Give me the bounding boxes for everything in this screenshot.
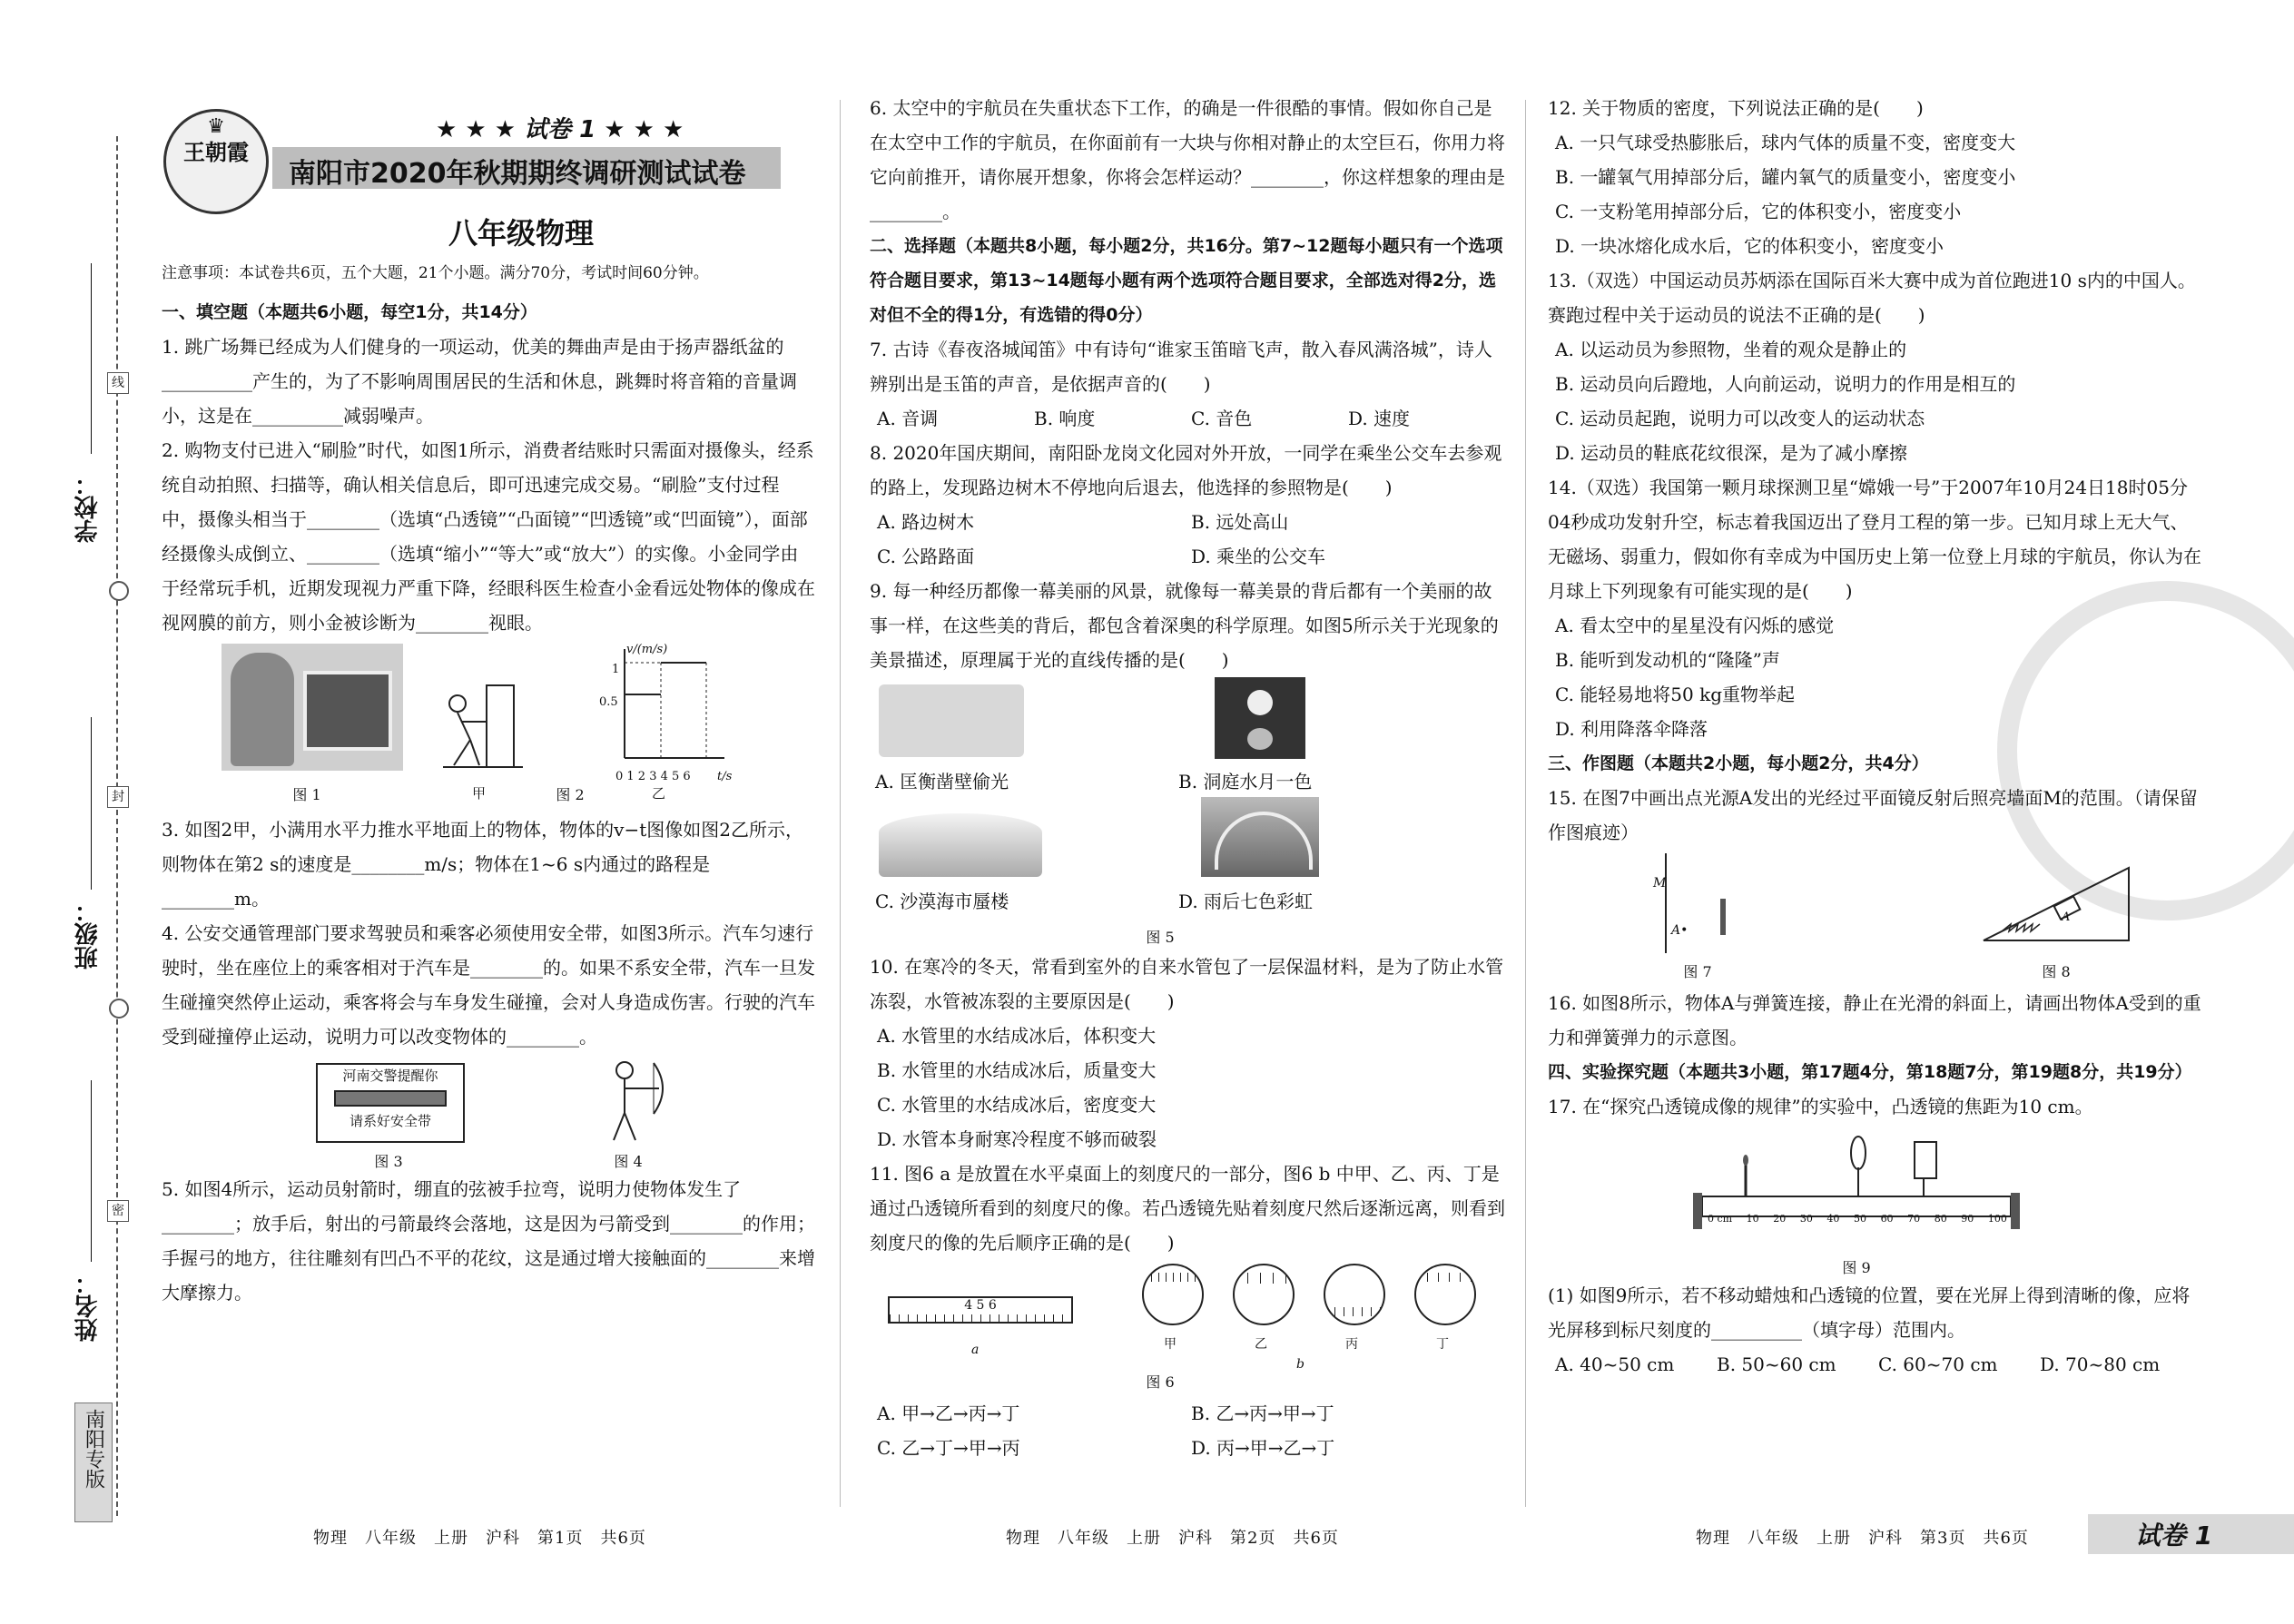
- footer-page-3: 物理 八年级 上册 沪科 第3页 共6页: [1696, 1529, 2029, 1548]
- figure-5-caption: 图 5: [1146, 929, 1175, 946]
- figure-8-caption: 图 8: [2042, 963, 2071, 980]
- class-underline: [91, 717, 92, 890]
- q7-option-c: C. 音色: [1191, 408, 1253, 429]
- figure-3-buckle: [334, 1090, 447, 1107]
- figure-1-screen: [303, 671, 392, 751]
- question-11: 11. 图6 a 是放置在水平桌面上的刻度尺的一部分，图6 b 中甲、乙、丙、丁是通过凸透镜所看到的刻度尺的像。若凸透镜先贴着刻度尺然后逐渐远离，则看到刻度尺的像的先后顺序正确的是( ): [870, 1163, 1505, 1254]
- column-2: [870, 91, 1505, 1465]
- footer-page-1: 物理 八年级 上册 沪科 第1页 共6页: [313, 1529, 646, 1548]
- question-12: 12. 关于物质的密度，下列说法正确的是( ): [1548, 97, 1924, 119]
- q10-option-b: B. 水管里的水结成冰后，质量变大: [877, 1059, 1157, 1081]
- figure-2-yi-label: 乙: [652, 785, 666, 802]
- q11-option-b: B. 乙→丙→甲→丁: [1191, 1403, 1334, 1424]
- figure-6b-label-yi: 乙: [1255, 1337, 1267, 1352]
- figure-5b-label: B. 洞庭水月一色: [1178, 771, 1313, 792]
- q17-option-d: D. 70~80 cm: [2040, 1353, 2161, 1375]
- binding-hole-1: [109, 581, 129, 601]
- figure-5d-image: [1201, 797, 1319, 877]
- section-1-heading: 一、填空题（本题共6小题，每空1分，共14分）: [162, 302, 537, 322]
- figure-5d-rainbow: [1215, 812, 1313, 870]
- column-divider-1: [840, 100, 841, 1507]
- column-3: [1548, 91, 2201, 1382]
- figure-8-A-label: A: [2062, 910, 2071, 924]
- figure-6b-lens-bing: [1324, 1264, 1385, 1325]
- figure-2-y05: 0.5: [599, 695, 618, 709]
- column-1: [162, 295, 815, 1310]
- q13-option-d: D. 运动员的鞋底花纹很深，是为了减小摩擦: [1555, 442, 1908, 464]
- question-10: 10. 在寒冷的冬天，常看到室外的自来水管包了一层保温材料，是为了防止水管冻裂，水管被冻裂的主要原因是( ): [870, 956, 1504, 1012]
- q17-option-c: C. 60~70 cm: [1878, 1353, 1998, 1375]
- question-5: 5. 如图4所示，运动员射箭时，绷直的弦被手拉弯，说明力使物体发生了________；放手后，射出的弓箭最终会落地，这是因为弓箭受到________的作用；手握弓的地方，往往雕刻有凹凸不平的花纹，这是通过增大接触面的________来增大摩擦力。: [162, 1178, 815, 1304]
- edition-box: [74, 1403, 113, 1522]
- figure-5: [870, 677, 1505, 950]
- figure-8-incline: [1974, 859, 2138, 950]
- q14-option-a: A. 看太空中的星星没有闪烁的感觉: [1555, 615, 1835, 636]
- figure-1-photo: [222, 644, 403, 771]
- q10-option-a: A. 水管里的水结成冰后，体积变大: [877, 1025, 1157, 1047]
- figure-5b-moon-reflection: [1247, 728, 1273, 750]
- binding-dashed-line: [116, 136, 118, 1516]
- q8-option-a: A. 路边树木: [877, 511, 975, 533]
- figure-7-M-label: M: [1653, 876, 1667, 891]
- question-17-part-1: (1) 如图9所示，若不移动蜡烛和凸透镜的位置，要在光屏上得到清晰的像，应将光屏移到标尺刻度的__________（填字母）范围内。: [1548, 1284, 2191, 1341]
- question-15: 15. 在图7中画出点光源A发出的光经过平面镜反射后照亮墙面M的范围。（请保留作图痕迹）: [1548, 787, 2198, 843]
- figure-6a-label: a: [971, 1343, 980, 1357]
- footer-page-2: 物理 八年级 上册 沪科 第2页 共6页: [1006, 1529, 1339, 1548]
- question-11-options-ab: [877, 1396, 1505, 1431]
- figure-2-xlabel: t/s: [717, 770, 733, 783]
- question-17-options: [1555, 1347, 2201, 1382]
- column-divider-2: [1525, 100, 1526, 1507]
- q13-option-c: C. 运动员起跑，说明力可以改变人的运动状态: [1555, 408, 1925, 429]
- figure-4-caption: 图 4: [614, 1153, 643, 1170]
- figure-3-bottom-text: 请系好安全带: [349, 1113, 431, 1129]
- q14-option-c: C. 能轻易地将50 kg重物举起: [1555, 684, 1796, 705]
- exam-notice: 注意事项：本试卷共6页，五个大题，21个小题。满分70分，考试时间60分钟。: [162, 264, 709, 282]
- question-3: 3. 如图2甲，小满用水平力推水平地面上的物体，物体的v−t图像如图2乙所示，则物体在第2 s的速度是________m/s；物体在1~6 s内通过的路程是________m。: [162, 819, 803, 910]
- figure-6-caption: 图 6: [1146, 1373, 1175, 1391]
- question-4: 4. 公安交通管理部门要求驾驶员和乘客必须使用安全带，如图3所示。汽车匀速行驶时，坐在座位上的乘客相对于汽车是________的。如果不系安全带，汽车一旦发生碰撞突然停止运动，乘客将会与车身发生碰撞，会对人身造成伤害。行驶的汽车受到碰撞停止运动，说明力可以改变物体的________。: [162, 922, 815, 1048]
- figure-2-y1: 1: [612, 663, 620, 676]
- q11-option-a: A. 甲→乙→丙→丁: [877, 1403, 1020, 1424]
- figures-1-2: [162, 640, 815, 812]
- figure-6a-numbers: 4 5 6: [926, 1298, 1035, 1313]
- figure-3-sign: [316, 1063, 465, 1143]
- question-7: 7. 古诗《春夜洛城闻笛》中有诗句“谁家玉笛暗飞声，散入春风满洛城”，诗人辨别出是玉笛的声音，是依据声音的( ): [870, 339, 1492, 395]
- figure-7-caption: 图 7: [1683, 963, 1712, 980]
- figure-6: [870, 1260, 1505, 1396]
- figure-6b-label-ding: 丁: [1436, 1337, 1449, 1352]
- question-8-options-cd: [877, 539, 1505, 574]
- q7-option-b: B. 响度: [1034, 408, 1096, 429]
- figure-5b-image: [1215, 677, 1305, 759]
- scale-90: 90: [1961, 1213, 1974, 1225]
- q12-option-c: C. 一支粉笔用掉部分后，它的体积变小，密度变小: [1555, 201, 1962, 222]
- logo-badge: [163, 109, 269, 214]
- figure-9: [1548, 1124, 2201, 1278]
- edition-text: 南阳专版: [82, 1409, 105, 1489]
- line-mark: 线: [107, 372, 129, 394]
- figure-6b-lens-yi: [1233, 1264, 1295, 1325]
- question-14: 14.（双选）我国第一颗月球探测卫星“嫦娥一号”于2007年10月24日18时05分04秒成功发射升空，标志着我国迈出了登月工程的第一步。已知月球上无大气、无磁场、弱重力，假如你有幸成为中国历史上第一位登上月球的宇航员，你认为在月球上下列现象有可能实现的是( ): [1548, 477, 2201, 602]
- figure-5d-label: D. 雨后七色彩虹: [1178, 891, 1314, 912]
- scale-40: 40: [1826, 1213, 1840, 1225]
- figure-9-scale: [1708, 1202, 2007, 1236]
- question-9: 9. 每一种经历都像一幕美丽的风景，就像每一幕美景的背后都有一个美丽的故事一样，在这些美的背后，都包含着深奥的科学原理。如图5所示关于光现象的美景描述，原理属于光的直线传播的是( ): [870, 580, 1499, 671]
- q10-option-c: C. 水管里的水结成冰后，密度变大: [877, 1094, 1157, 1116]
- figures-7-8: [1548, 850, 2201, 986]
- figure-2-ylabel: v/(m/s): [626, 643, 668, 656]
- scale-0: 0 cm: [1708, 1213, 1733, 1225]
- q17-option-b: B. 50~60 cm: [1717, 1353, 1836, 1375]
- question-8: 8. 2020年国庆期间，南阳卧龙岗文化园对外开放，一同学在乘坐公交车去参观的路上，发现路边树木不停地向后退去，他选择的参照物是( ): [870, 442, 1502, 498]
- figure-6b-lens-ding: [1414, 1264, 1476, 1325]
- figure-2-yi-graph: [606, 640, 733, 776]
- figure-1-caption: 图 1: [292, 786, 321, 803]
- q8-option-b: B. 远处高山: [1191, 511, 1289, 533]
- q12-option-a: A. 一只气球受热膨胀后，球内气体的质量不变，密度变大: [1555, 132, 2016, 153]
- section-3-heading: 三、作图题（本题共2小题，每小题2分，共4分）: [1548, 753, 1929, 773]
- question-6: 6. 太空中的宇航员在失重状态下工作，的确是一件很酷的事情。假如你自己是在太空中工作的宇航员，在你面前有一大块与你相对静止的太空巨石，你用力将它向前推开，请你展开想象，你将会怎样运动？________，你这样想象的理由是________。: [870, 97, 1505, 222]
- figure-4-archer: [588, 1054, 670, 1145]
- q12-option-d: D. 一块冰熔化成水后，它的体积变小，密度变小: [1555, 235, 1944, 257]
- q7-option-a: A. 音调: [877, 408, 939, 429]
- q8-option-d: D. 乘坐的公交车: [1191, 546, 1326, 567]
- school-label: 学校：: [74, 472, 102, 543]
- close-mark: 密: [107, 1200, 129, 1222]
- question-11-options-cd: [877, 1431, 1505, 1465]
- figure-6b-label-bing: 丙: [1345, 1337, 1358, 1352]
- question-16: 16. 如图8所示，物体A与弹簧连接，静止在光滑的斜面上，请画出物体A受到的重力和弹簧弹力的示意图。: [1548, 992, 2201, 1048]
- binding-hole-2: [109, 999, 129, 1019]
- seal-mark: 封: [107, 786, 129, 808]
- question-17: 17. 在“探究凸透镜成像的规律”的实验中，凸透镜的焦距为10 cm。: [1548, 1096, 2093, 1117]
- figure-6b-label-jia: 甲: [1164, 1337, 1177, 1352]
- subject-title: 八年级物理: [448, 216, 595, 251]
- q13-option-b: B. 运动员向后蹬地，人向前运动，说明力的作用是相互的: [1555, 373, 2016, 395]
- scale-10: 10: [1746, 1213, 1759, 1225]
- q10-option-d: D. 水管本身耐寒冷程度不够而破裂: [877, 1128, 1157, 1150]
- section-4-heading: 四、实验探究题（本题共3小题，第17题4分，第18题7分，第19题8分，共19分）: [1548, 1062, 2192, 1082]
- scale-80: 80: [1934, 1213, 1947, 1225]
- figure-2-jia-label: 甲: [472, 785, 487, 802]
- figure-7-A-label: A•: [1671, 923, 1689, 938]
- q13-option-a: A. 以运动员为参照物，坐着的观众是静止的: [1555, 339, 1907, 360]
- section-2-heading: 二、选择题（本题共8小题，每小题2分，共16分。第7~12题每小题只有一个选项符合题目要求，第13~14题每小题有两个选项符合题目要求，全部选对得2分，选对但不全的得1分，有选错的得0分）: [870, 236, 1503, 325]
- scale-100: 100: [1987, 1213, 2007, 1225]
- corner-label: 试卷 1: [2135, 1521, 2213, 1550]
- figure-5c-label: C. 沙漠海市蜃楼: [875, 891, 1009, 912]
- scale-30: 30: [1799, 1213, 1813, 1225]
- q8-option-c: C. 公路路面: [877, 546, 975, 567]
- scale-60: 60: [1880, 1213, 1894, 1225]
- figure-6b-lens-jia: [1142, 1264, 1204, 1325]
- class-label: 班级：: [74, 899, 102, 969]
- question-7-options: [877, 401, 1505, 436]
- figure-5c-image: [879, 813, 1042, 877]
- figure-5b-moon: [1247, 690, 1273, 715]
- scale-50: 50: [1853, 1213, 1866, 1225]
- figure-3-caption: 图 3: [374, 1153, 403, 1170]
- school-underline: [91, 263, 92, 454]
- q7-option-d: D. 速度: [1348, 408, 1411, 429]
- q12-option-b: B. 一罐氧气用掉部分后，罐内氧气的质量变小，密度变小: [1555, 166, 2016, 188]
- scale-70: 70: [1907, 1213, 1921, 1225]
- paper-number: ★ ★ ★ 试卷 1 ★ ★ ★: [436, 116, 684, 143]
- figure-6a-ruler: [888, 1296, 1073, 1324]
- figures-3-4: [162, 1054, 815, 1172]
- q11-option-c: C. 乙→丁→甲→丙: [877, 1437, 1020, 1459]
- figure-2-jia: [434, 676, 525, 776]
- question-8-options-ab: [877, 505, 1505, 539]
- figure-5a-label: A. 匡衡凿壁偷光: [875, 771, 1009, 792]
- question-2: 2. 购物支付已进入“刷脸”时代，如图1所示，消费者结账时只需面对摄像头，经系统自动拍照、扫描等，确认相关信息后，即可迅速完成交易。“刷脸”支付过程中，摄像头相当于________（选填“凸透镜”“凸面镜”“凹透镜”或“凹面镜”），面部经摄像头成倒立、________（选填“缩小”“等大”或“放大”）的实像。小金同学由于经常玩手机，近期发现视力严重下降，经眼科医生检查小金看远处物体的像成在视网膜的前方，则小金被诊断为________视眼。: [162, 439, 815, 634]
- scale-20: 20: [1773, 1213, 1787, 1225]
- exam-title: 南阳市2020年秋期期终调研测试试卷: [289, 158, 746, 190]
- q14-option-b: B. 能听到发动机的“隆隆”声: [1555, 649, 1780, 671]
- figure-9-caption: 图 9: [1842, 1259, 1871, 1276]
- logo-crown-icon: ♛: [207, 115, 225, 138]
- q11-option-d: D. 丙→甲→乙→丁: [1191, 1437, 1335, 1459]
- figure-2-caption: 图 2: [556, 786, 585, 803]
- question-13: 13.（双选）中国运动员苏炳添在国际百米大赛中成为首位跑进10 s内的中国人。赛跑过程中关于运动员的说法不正确的是( ): [1548, 270, 2196, 326]
- q17-option-a: A. 40~50 cm: [1555, 1353, 1675, 1375]
- figure-1-person: [231, 653, 294, 766]
- figure-5a-image: [879, 684, 1024, 757]
- question-1: 1. 跳广场舞已经成为人们健身的一项运动，优美的舞曲声是由于扬声器纸盆的__________产生的，为了不影响周围居民的生活和休息，跳舞时将音箱的音量调小，这是在__________减弱噪声。: [162, 336, 797, 427]
- name-label: 姓名：: [74, 1271, 102, 1342]
- logo-name: 王朝霞: [183, 139, 249, 165]
- figure-6b-label: b: [1296, 1357, 1305, 1372]
- name-underline: [91, 1080, 92, 1262]
- figure-2-xticks: 0 1 2 3 4 5 6: [615, 770, 691, 783]
- figure-3-top-text: 河南交警提醒你: [342, 1068, 438, 1084]
- q14-option-d: D. 利用降落伞降落: [1555, 718, 1708, 740]
